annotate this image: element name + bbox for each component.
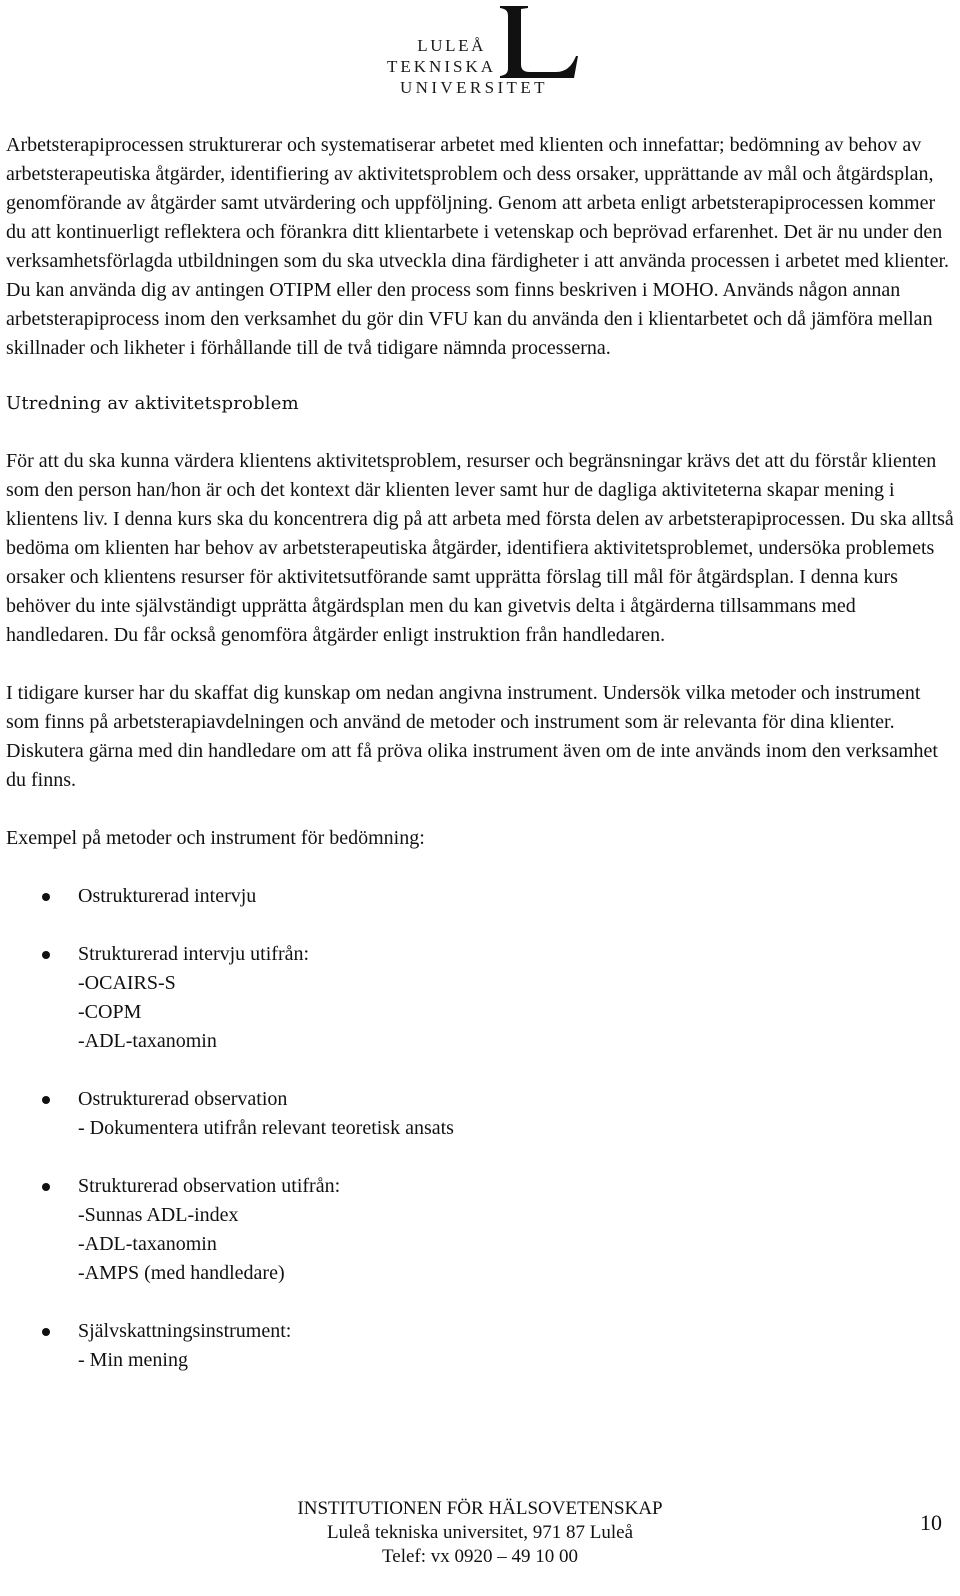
- page-footer: [200, 1497, 760, 1569]
- paragraph-assessment: För att du ska kunna värdera klientens aktivitetsproblem, resurser och begränsningar krävs det att du förstår klienten som den person han/hon är och det kontext där klienten lever samt hur de dagliga aktiviteterna skapar mening i klientens liv. I denna kurs ska du koncentrera dig på att arbeta med första delen av arbetsterapiprocessen. Du ska alltså bedöma om klienten har behov av arbetsterapeutiska åtgärder, identifiera aktivitetsproblemet, undersöka problemets orsaker och klientens resurser för aktivitetsutförande samt upprätta förslag till mål för åtgärdsplan. I denna kurs behöver du inte självständigt upprätta åtgärdsplan men du kan givetvis delta i åtgärderna tillsammans med handledaren. Du får också genomföra åtgärder enligt instruktion från handledaren.: [6, 450, 954, 646]
- bullet-icon: [42, 951, 50, 959]
- list-item: [6, 1085, 956, 1143]
- bullet-icon: [42, 893, 50, 901]
- document-body: [6, 131, 956, 1404]
- bullet-icon: [42, 1096, 50, 1104]
- footer-phone: Telef: vx 0920 – 49 10 00: [381, 1546, 579, 1567]
- list-item-sub: -AMPS (med handledare): [78, 1262, 285, 1284]
- list-item-sub: -COPM: [78, 1001, 142, 1023]
- logo-line-3: UNIVERSITET: [400, 78, 548, 97]
- bullet-icon: [42, 1328, 50, 1336]
- list-item-title: Ostrukturerad observation: [78, 1088, 288, 1110]
- list-item: [6, 1172, 956, 1288]
- spacer: [6, 853, 956, 882]
- logo-line-1: LULEÅ: [417, 36, 486, 55]
- logo-line-2: TEKNISKA: [387, 57, 496, 76]
- list-item: [6, 940, 956, 1056]
- list-item-sub: -ADL-taxanomin: [78, 1030, 217, 1052]
- page-number: 10: [920, 1510, 942, 1535]
- list-item: [6, 882, 956, 911]
- list-item-title: Självskattningsinstrument:: [78, 1320, 292, 1342]
- list-item-sub: -ADL-taxanomin: [78, 1233, 217, 1255]
- list-item: [6, 1317, 956, 1375]
- examples-intro: Exempel på metoder och instrument för bedömning:: [6, 827, 425, 849]
- spacer: [6, 795, 956, 824]
- bullet-icon: [42, 1183, 50, 1191]
- list-item-sub: -OCAIRS-S: [78, 972, 176, 994]
- list-item-sub: - Min mening: [78, 1349, 188, 1371]
- university-logo: [378, 0, 588, 104]
- methods-list: [6, 882, 956, 1375]
- spacer: [6, 650, 956, 679]
- paragraph-instruments: I tidigare kurser har du skaffat dig kunskap om nedan angivna instrument. Undersök vilka metoder och instrument som finns på arbetsterapiavdelningen och använd de metoder och instrument som är relevanta för dina klienter. Diskutera gärna med din handledare om att få pröva olika instrument även om de inte används inom den verksamhet du finns.: [6, 682, 938, 791]
- list-item-title: Strukturerad observation utifrån:: [78, 1175, 341, 1197]
- list-item-title: Ostrukturerad intervju: [78, 885, 257, 907]
- list-item-title: Strukturerad intervju utifrån:: [78, 943, 310, 965]
- spacer: [6, 418, 956, 447]
- footer-institution: INSTITUTIONEN FÖR HÄLSOVETENSKAP: [297, 1498, 663, 1519]
- list-item-sub: -Sunnas ADL-index: [78, 1204, 239, 1226]
- list-item-sub: - Dokumentera utifrån relevant teoretisk ansats: [78, 1117, 454, 1139]
- intro-paragraph: Arbetsterapiprocessen strukturerar och systematiserar arbetet med klienten och innefattar; bedömning av behov av arbetsterapeutiska åtgärder, identifiering av aktivitetsproblem och dess orsaker, upprättande av mål och åtgärdsplan, genomförande av åtgärder samt utvärdering och uppföljning. Genom att arbeta enligt arbetsterapiprocessen kommer du att kontinuerligt reflektera och förankra ditt klientarbete i vetenskap och beprövad erfarenhet. Det är nu under den verksamhetsförlagda utbildningen som du ska utveckla dina färdigheter i att använda processen i arbetet med klienter. Du kan använda dig av antingen OTIPM eller den process som finns beskriven i MOHO. Används någon annan arbetsterapiprocess inom den verksamhet du gör din VFU kan du använda den i klientarbetet och då jämföra mellan skillnader och likheter i förhållande till de två tidigare nämnda processerna.: [6, 134, 950, 359]
- section-heading: Utredning av aktivitetsproblem: [6, 393, 299, 414]
- footer-address: Luleå tekniska universitet, 971 87 Luleå: [326, 1522, 634, 1543]
